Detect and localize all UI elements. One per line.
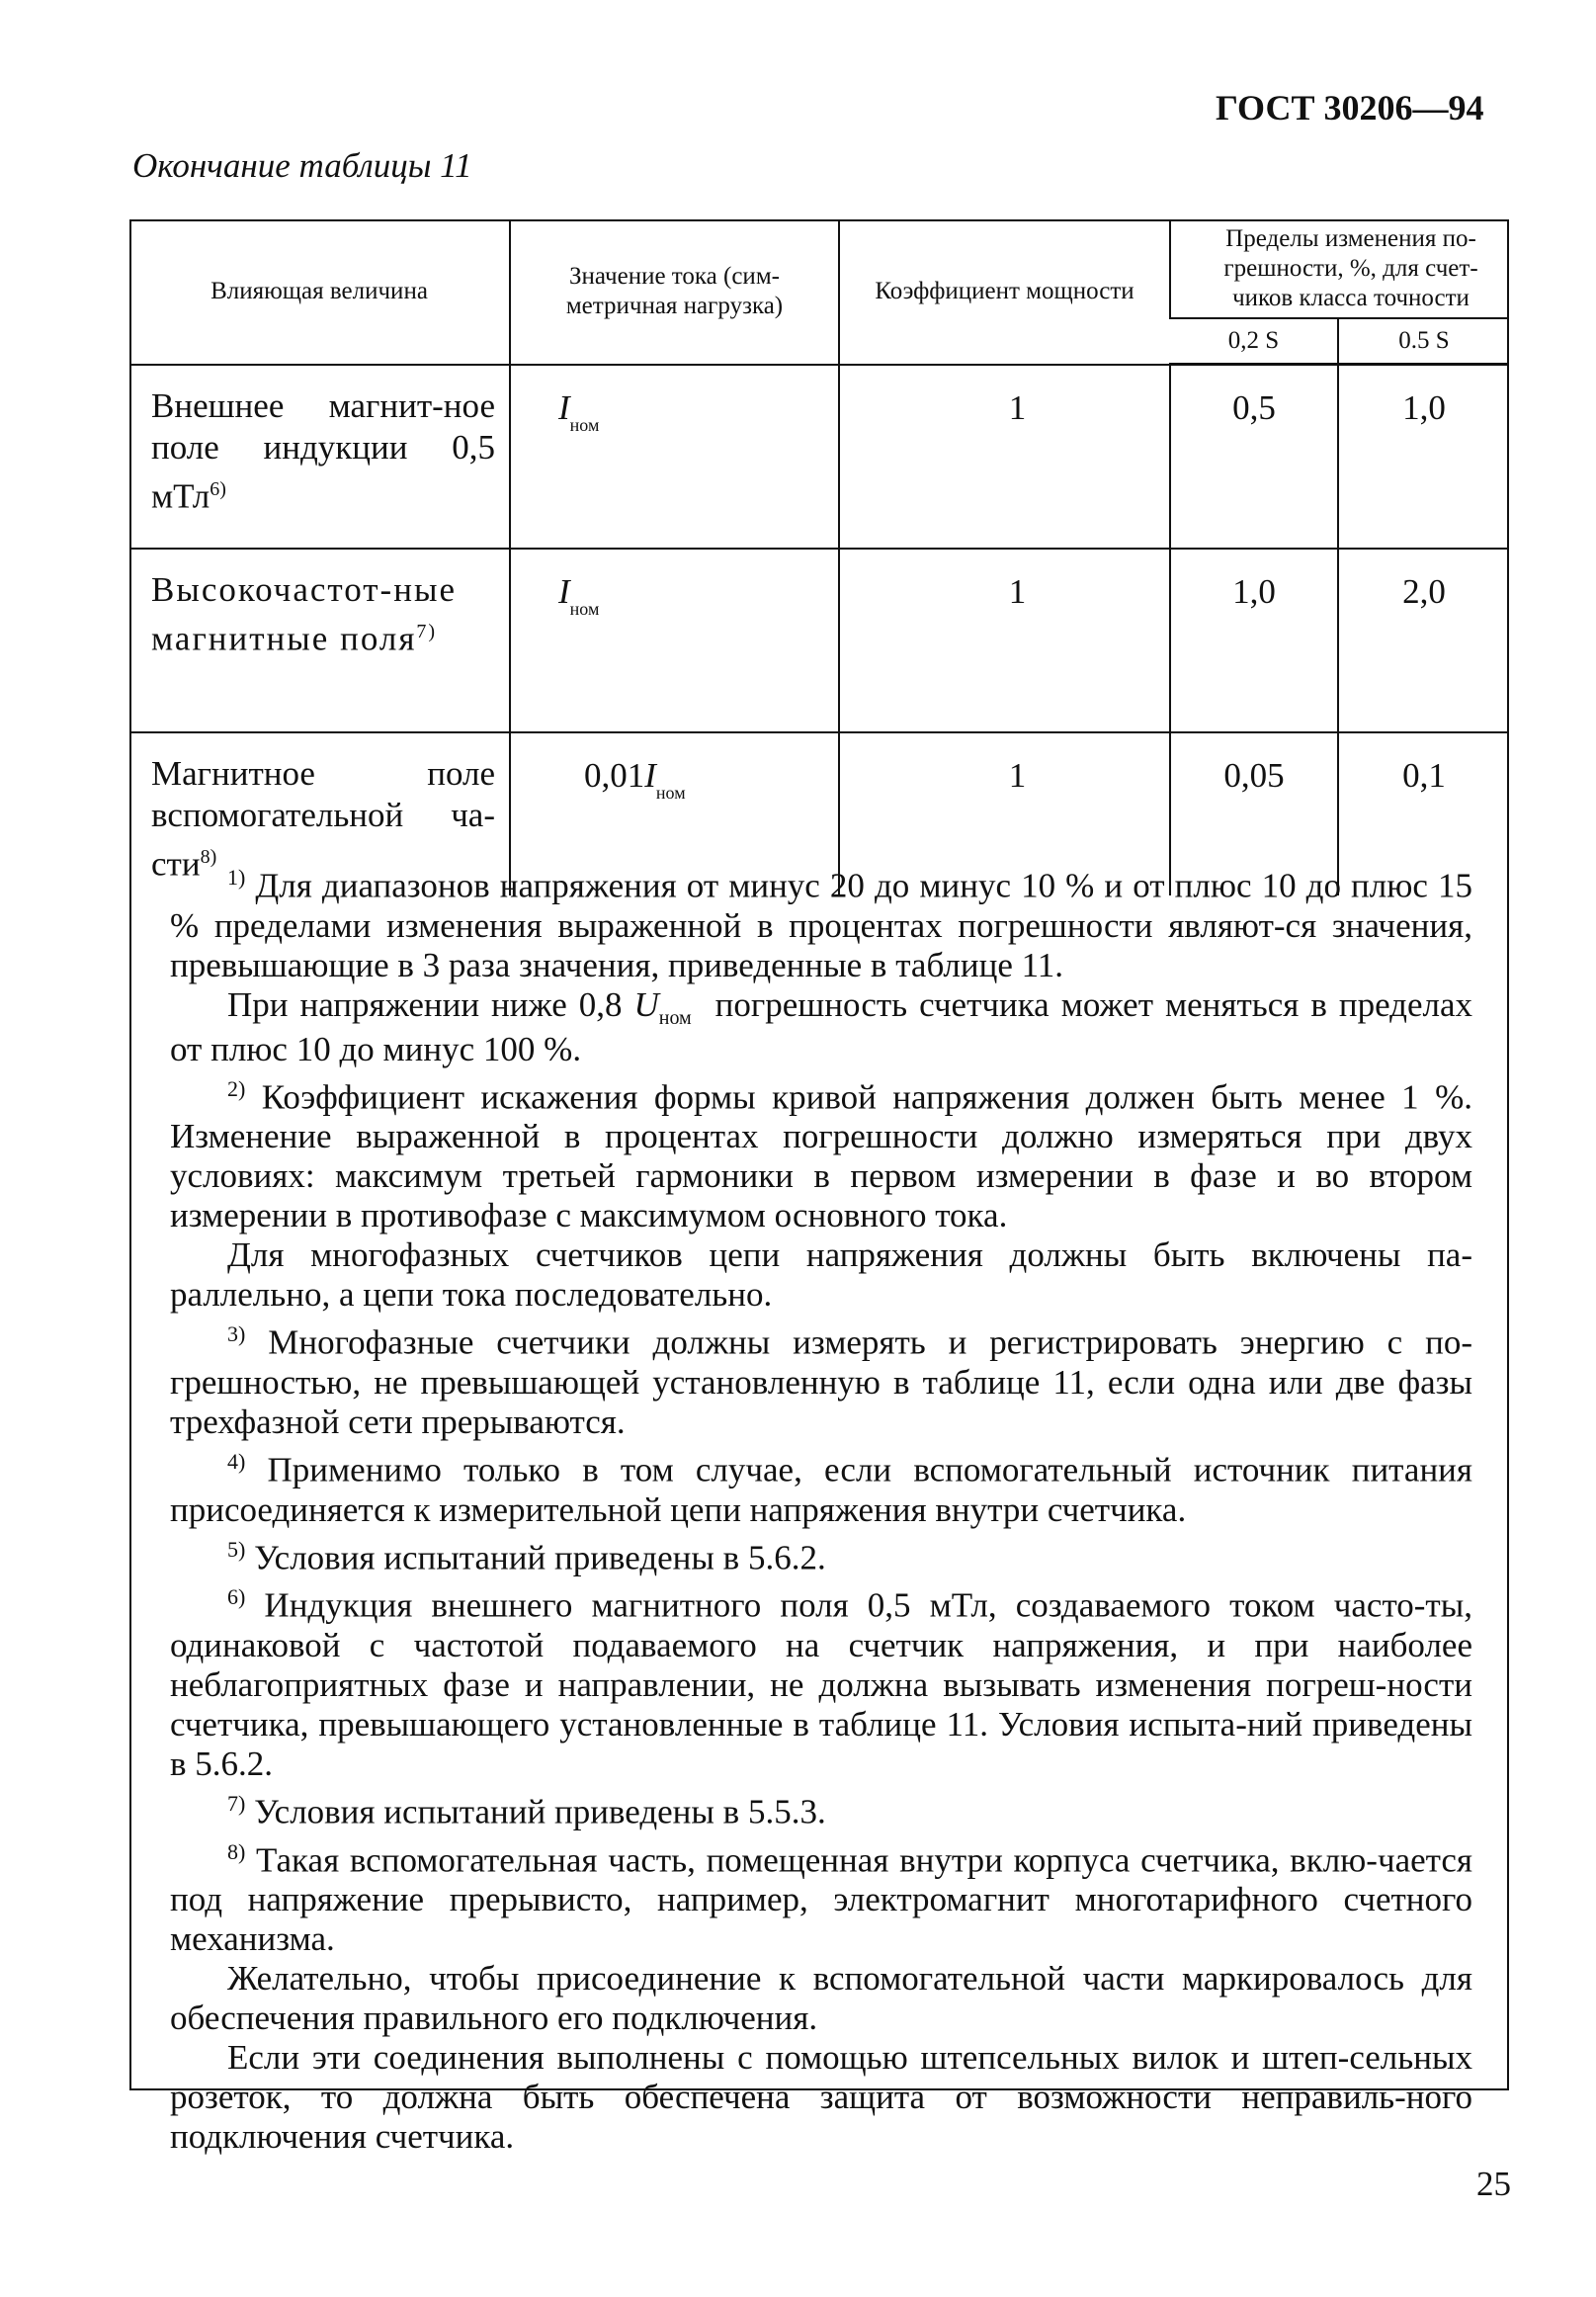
- footnote-8-cont-a: Желательно, чтобы присоединение к вспомогательной части маркировалось для обеспечения правильного его подключения.: [170, 1959, 1472, 2038]
- footnote-6: $^{6)}$ Индукция внешнего магнитного поля 0,5 мТл, создаваемого током часто-ты, одинаковой с частотой подаваемого на счетчик напряжения, и при наиболее неблагоприятных фазе и направлении, не должна вызывать изменения погреш-ности счетчика, превышающего установленные в таблице 11. Условия испыта-ний приведены в 5.6.2.: [170, 1584, 1472, 1783]
- table-header-row: [129, 219, 1509, 318]
- footnote-8-cont-b: Если эти соединения выполнены с помощью штепсельных вилок и штеп-сельных розеток, то должна быть обеспечена защита от возможности неправиль-ного подключения счетчика.: [170, 2038, 1472, 2157]
- header-influence: Влияющая величина: [129, 219, 510, 365]
- header-class-0-5s: 0.5 S: [1338, 318, 1509, 365]
- document-id: ГОСТ 30206—94: [1216, 88, 1484, 128]
- cell-influence: Магнитное поле вспомогательной ча-сти$^{8)}$: [151, 754, 495, 884]
- cell-class-0-5s: 1,0: [1338, 365, 1509, 550]
- footnote-3: $^{3)}$ Многофазные счетчики должны измерять и регистрировать энергию с по-грешностью, не превышающей установленную в таблице 11, если одна или две фазы трехфазной сети прерываются.: [170, 1321, 1473, 1441]
- table-caption: Окончание таблицы 11: [132, 146, 472, 185]
- page-number: 25: [1476, 2165, 1511, 2203]
- footnote-1-cont: При напряжении ниже 0,8 $U_{ном}$ погрешность счетчика может меняться в пределах от плюс 10 до минус 100 %.: [170, 984, 1473, 1068]
- cell-influence: Высокочастот-ные магнитные поля$^{7)}$: [129, 549, 510, 732]
- header-class-0-2s: 0,2 S: [1170, 318, 1338, 365]
- header-power-factor: Коэффициент мощности: [839, 219, 1170, 365]
- cell-power-factor: 1: [839, 365, 1170, 550]
- cell-class-0-5s: 2,0: [1338, 549, 1509, 732]
- table-footnotes: [170, 858, 1472, 2157]
- cell-current: $I_{ном}$: [510, 549, 839, 732]
- footnote-2-cont: Для многофазных счетчиков цепи напряжения должны быть включены па-раллельно, а цепи тока последовательно.: [170, 1235, 1472, 1315]
- cell-power-factor: 1: [839, 732, 1170, 895]
- cell-class-0-2s: 1,0: [1170, 549, 1338, 732]
- footnote-4: $^{4)}$ Применимо только в том случае, если вспомогательный источник питания присоединяется к измерительной цепи напряжения внутри счетчика.: [170, 1448, 1472, 1529]
- footnote-5: $^{5)}$ Условия испытаний приведены в 5.6.2.: [227, 1536, 826, 1577]
- footnote-1: $^{1)}$ Для диапазонов напряжения от минус 20 до минус 10 % и от плюс 10 до плюс 15 % пределами изменения выраженной в процентах погрешности являют-ся значения, превышающие в 3 раза значения, приведенные в таблице 11.: [170, 865, 1472, 984]
- cell-class-0-2s: 0,5: [1170, 365, 1338, 550]
- table-row: [129, 365, 1509, 550]
- footnote-2: $^{2)}$ Коэффициент искажения формы кривой напряжения должен быть менее 1 %. Изменение выраженной в процентах погрешности должно измеряться при двух условиях: максимум третьей гармоники в первом измерении в фазе и во втором измерении в противофазе с максимумом основного тока.: [170, 1075, 1472, 1235]
- cell-class-0-5s: 0,1: [1338, 732, 1509, 895]
- cell-power-factor: 1: [839, 549, 1170, 732]
- table-row: [129, 549, 1509, 732]
- cell-current: $0,01I_{ном}$: [510, 732, 839, 895]
- cell-class-0-2s: 0,05: [1170, 732, 1338, 895]
- header-limits: Пределы изменения по-грешности, %, для счет-чиков класса точности: [1170, 219, 1509, 318]
- footnote-7: $^{7)}$ Условия испытаний приведены в 5.5.3.: [227, 1790, 826, 1831]
- header-current: Значение тока (сим-метричная нагрузка): [510, 219, 839, 365]
- table-11: [129, 219, 1509, 895]
- cell-influence: Внешнее магнит-ное поле индукции 0,5 мТл$^{6)}$: [129, 365, 510, 550]
- cell-current: $I_{ном}$: [510, 365, 839, 550]
- footnote-8: $^{8)}$ Такая вспомогательная часть, помещенная внутри корпуса счетчика, вклю-чается под напряжение прерывисто, например, электромагнит многотарифного счетного механизма.: [170, 1838, 1472, 1959]
